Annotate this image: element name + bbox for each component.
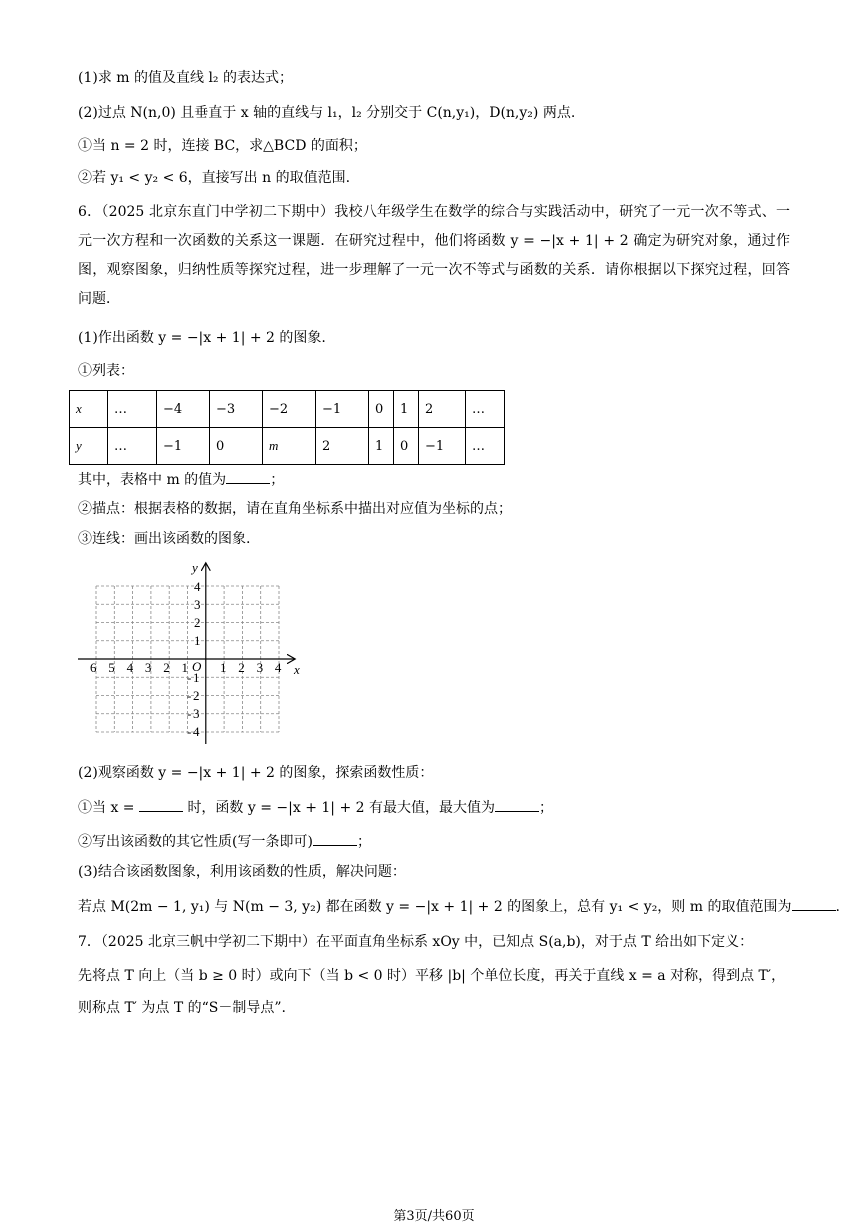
- question-5-part-2-sub-1: ①当 n = 2 时，连接 BC，求△BCD 的面积；: [78, 138, 367, 154]
- table-cell: 2: [316, 428, 369, 465]
- y-axis-label: y: [192, 560, 198, 575]
- question-7-line-3: 则称点 T′ 为点 T 的“S－制导点”.: [78, 1000, 287, 1016]
- x-tick-label: 2: [238, 660, 245, 675]
- range-prompt: 若点 M(2m − 1, y₁) 与 N(m − 3, y₂) 都在函数 y = −|x + 1| + 2 的图象上，总有 y₁ < y₂，则 m 的取值范围为: [78, 899, 792, 915]
- coordinate-grid: [72, 558, 312, 748]
- question-7-line-2: 先将点 T 向上（当 b ≥ 0 时）或向下（当 b < 0 时）平移 |b| 个单位长度，再关于直线 x = a 对称，得到点 T′，: [78, 968, 786, 984]
- question-6-part-1: (1)作出函数 y = −|x + 1| + 2 的图象.: [78, 330, 326, 346]
- y-tick-minus: -: [187, 670, 192, 685]
- table-cell: 1: [394, 391, 419, 428]
- table-cell: 0: [394, 428, 419, 465]
- table-cell: 2: [419, 391, 466, 428]
- question-6-part-2: (2)观察函数 y = −|x + 1| + 2 的图象，探索函数性质：: [78, 765, 434, 781]
- answer-blank[interactable]: [139, 797, 183, 812]
- table-row-y: [70, 428, 505, 465]
- y-tick-label: 3: [194, 597, 201, 612]
- table-cell: −4: [157, 391, 210, 428]
- table-row-x: [70, 391, 505, 428]
- y-tick-minus: -: [187, 688, 192, 703]
- m-prompt-suffix: ；: [270, 472, 285, 488]
- table-cell: x: [70, 391, 108, 428]
- plot-points-step: ②描点：根据表格的数据，请在直角坐标系中描出对应值为坐标的点；: [78, 501, 512, 517]
- table-cell: −3: [210, 391, 263, 428]
- y-tick-minus: -: [187, 706, 192, 721]
- question-5-part-2: (2)过点 N(n,0) 且垂直于 x 轴的直线与 l₁，l₂ 分别交于 C(n,y₁)，D(n,y₂) 两点.: [78, 105, 576, 121]
- table-cell: 0: [369, 391, 394, 428]
- value-table: [69, 390, 505, 465]
- table-cell: …: [466, 428, 505, 465]
- max-prompt-start: ①当 x =: [78, 800, 135, 816]
- answer-blank[interactable]: [792, 896, 836, 911]
- question-6-part-3-sub: [78, 896, 840, 917]
- property-prompt: ②写出该函数的其它性质(写一条即可): [78, 834, 313, 850]
- max-prompt-end: ；: [539, 800, 554, 816]
- table-cell: …: [108, 391, 157, 428]
- table-cell: y: [70, 428, 108, 465]
- question-6-intro: 6．（2025 北京东直门中学初二下期中）我校八年级学生在数学的综合与实践活动中，研究了一元一次不等式、一元一次方程和一次函数的关系这一课题．在研究过程中，他们将函数 y = −|x + 1| + 2 确定为研究对象，通过作图，观察图象，归纳性质等探究过程，进一步理解了一元一次不等式与函数的关系．请你根据以下探究过程，回答问题．: [78, 204, 790, 307]
- connect-step: ③连线：画出该函数的图象.: [78, 531, 251, 547]
- y-tick-label: 2: [194, 615, 201, 630]
- table-cell: −1: [316, 391, 369, 428]
- x-tick-label: 1: [220, 660, 227, 675]
- x-tick-label: 4: [274, 660, 282, 675]
- table-cell: −1: [157, 428, 210, 465]
- table-cell: 1: [369, 428, 394, 465]
- x-axis-label: x: [294, 662, 300, 677]
- page-footer: 第3页/共60页: [393, 1209, 475, 1224]
- m-value-prompt: [78, 469, 284, 490]
- y-tick-minus: -: [187, 724, 192, 739]
- question-6-part-2-sub-1: [78, 797, 553, 818]
- property-prompt-end: ；: [356, 834, 371, 850]
- max-prompt-middle: 时，函数 y = −|x + 1| + 2 有最大值，最大值为: [187, 800, 496, 816]
- y-tick-label: 1: [193, 670, 200, 685]
- range-prompt-end: .: [835, 899, 840, 915]
- origin-label: O: [192, 659, 202, 674]
- answer-blank[interactable]: [226, 469, 270, 484]
- y-tick-label: 4: [193, 724, 200, 739]
- table-cell: m: [263, 428, 316, 465]
- x-tick-label: 4: [126, 660, 134, 675]
- question-6-part-3: (3)结合该函数图象，利用该函数的性质，解决问题：: [78, 864, 406, 880]
- x-tick-label: 1: [181, 660, 188, 675]
- table-cell: …: [108, 428, 157, 465]
- table-heading: ①列表：: [78, 363, 134, 379]
- table-cell: −2: [263, 391, 316, 428]
- question-5-part-1: (1)求 m 的值及直线 l₂ 的表达式；: [78, 70, 293, 86]
- m-prompt-text: 其中，表格中 m 的值为: [78, 472, 227, 488]
- table-cell: 0: [210, 428, 263, 465]
- table-cell: …: [466, 391, 505, 428]
- x-tick-label: 6: [90, 660, 97, 675]
- question-7-line-1: 7．（2025 北京三帆中学初二下期中）在平面直角坐标系 xOy 中，已知点 S(a,b)，对于点 T 给出如下定义：: [78, 934, 754, 950]
- question-5-part-2-sub-2: ②若 y₁ < y₂ < 6，直接写出 n 的取值范围.: [78, 170, 351, 186]
- y-tick-label: 3: [193, 706, 200, 721]
- table-cell: −1: [419, 428, 466, 465]
- y-tick-label: 4: [194, 579, 201, 594]
- y-tick-label: 1: [194, 633, 201, 648]
- y-tick-label: 2: [193, 688, 200, 703]
- x-tick-label: 5: [108, 660, 115, 675]
- answer-blank[interactable]: [313, 831, 357, 846]
- x-tick-label: 3: [256, 660, 264, 675]
- x-tick-label: 2: [163, 660, 170, 675]
- question-6-part-2-sub-2: [78, 831, 371, 852]
- x-tick-label: 3: [144, 660, 152, 675]
- answer-blank[interactable]: [495, 797, 539, 812]
